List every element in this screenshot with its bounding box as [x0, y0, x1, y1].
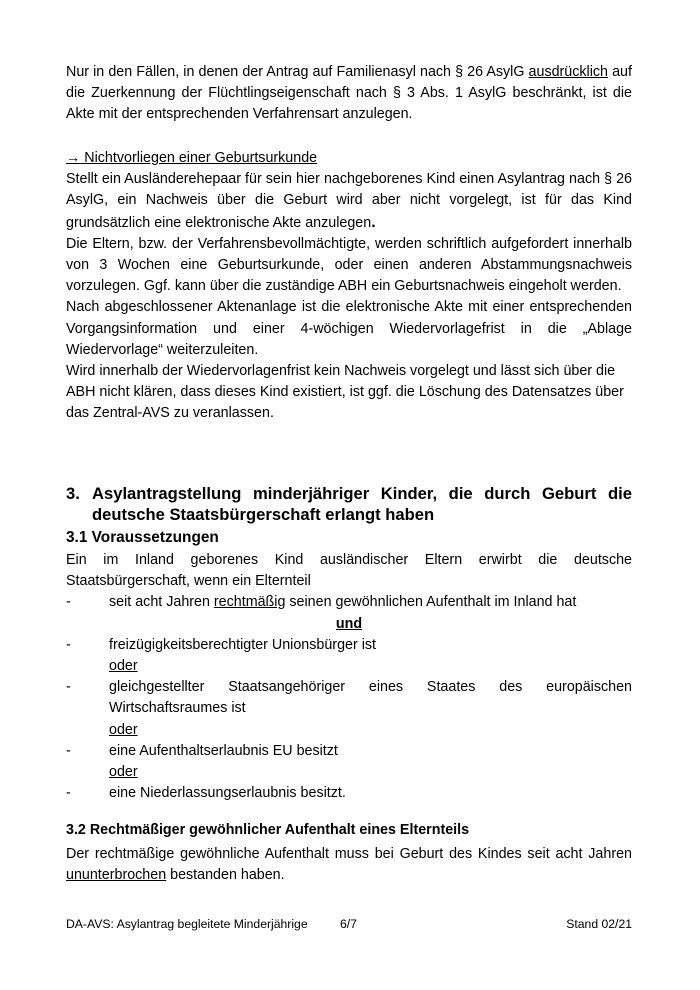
underlined-term: ununterbrochen: [66, 867, 167, 884]
list-item: [66, 741, 632, 762]
text-segment: Nur in den Fällen, in denen der Antrag auf Familienasyl nach § 26 AsylG: [66, 64, 529, 80]
subsection-3-1-content: [66, 550, 632, 804]
footer-document-title: DA-AVS: Asylantrag begleitete Minderjährige: [66, 917, 308, 931]
subsection-heading-text: Nichtvorliegen einer Geburtsurkunde: [80, 150, 318, 166]
text-line: Nach abgeschlossener Aktenanlage ist die elektronische Akte mit einer entsprechenden: [66, 299, 632, 316]
footer-date: Stand 02/21: [566, 917, 632, 931]
subsection-3-2-content: [66, 844, 632, 886]
text-line: gleichgestellter Staatsangehöriger eines Staates des europäischen: [109, 679, 632, 696]
text-line: Staatsbürgerschaft, wenn ein Elternteil: [66, 573, 311, 590]
list-dash: -: [66, 785, 71, 802]
footer-page-number: 6/7: [340, 917, 357, 931]
list-item: [66, 635, 632, 656]
text-segment: freizügigkeitsberechtigter Unionsbürger ist: [109, 636, 377, 653]
text-segment: bestanden haben.: [166, 867, 285, 884]
text-line: Wiedervorlage“ weiterzuleiten.: [66, 341, 259, 358]
list-dash: -: [66, 636, 71, 653]
text-line: vorzulegen. Ggf. kann über die zuständige ABH ein Geburtsnachweis eingeholt werden.: [66, 278, 622, 295]
text-line: [66, 62, 632, 83]
list-item: [66, 677, 632, 719]
text-line: das Zentral-AVS zu veranlassen.: [66, 405, 274, 422]
arrow-right-icon: →: [66, 150, 81, 166]
text-line: von 3 Wochen eine Geburtsurkunde, oder einen anderen Abstammungsnachweis: [66, 257, 632, 274]
text-line: Ein im Inland geborenes Kind ausländischer Eltern erwirbt die deutsche: [66, 552, 632, 568]
conjunction-oder: oder: [109, 658, 138, 675]
text-line: [66, 865, 632, 886]
text-segment: grundsätzlich eine elektronische Akte anzulegen: [66, 214, 372, 231]
text-line: Der rechtmäßige gewöhnliche Aufenthalt muss bei Geburt des Kindes seit acht Jahren: [66, 846, 632, 862]
text-line: Akte mit der entsprechenden Verfahrensart anzulegen.: [66, 106, 413, 123]
conjunction-oder: oder: [109, 764, 138, 781]
list-item: [66, 592, 632, 613]
text-line: die Zuerkennung der Flüchtlingseigenschaft nach § 3 Abs. 1 AsylG beschränkt, ist die: [66, 85, 632, 102]
section-missing-birth-certificate: [66, 148, 632, 425]
text-line: AsylG, ein Nachweis über die Geburt wird aber nicht vorgelegt, ist für das Kind: [66, 192, 632, 209]
paragraph-familienasyl: [66, 62, 632, 126]
conjunction-oder: oder: [109, 721, 138, 738]
text-segment: eine Niederlassungserlaubnis besitzt.: [109, 785, 346, 802]
section-title-line: Asylantragstellung minderjähriger Kinder, die durch Geburt die: [92, 484, 632, 503]
text-line: ABH nicht klären, dass dieses Kind existiert, ist ggf. die Löschung des Datensatzes über: [66, 384, 624, 401]
subsection-3-2-heading: 3.2 Rechtmäßiger gewöhnlicher Aufenthalt eines Elternteils: [66, 822, 470, 838]
list-dash: -: [66, 742, 71, 759]
text-line: Stellt ein Ausländerehepaar für sein hier nachgeborenes Kind einen Asylantrag nach § 26: [66, 171, 632, 188]
text-segment: auf: [608, 64, 632, 80]
bold-period: .: [371, 213, 376, 231]
list-dash: -: [66, 594, 71, 611]
list-item: [66, 783, 632, 804]
text-line: Wird innerhalb der Wiedervorlagenfrist kein Nachweis vorgelegt und lässt sich über die: [66, 363, 616, 380]
underlined-term: ausdrücklich: [528, 64, 609, 80]
conjunction-und: und: [335, 615, 363, 632]
section-title-line: deutsche Staatsbürgerschaft erlangt haben: [92, 505, 435, 524]
text-segment: eine Aufenthaltserlaubnis EU besitzt: [109, 742, 338, 759]
subsection-heading: [66, 148, 632, 169]
section-3-heading: [66, 483, 632, 525]
text-line: Die Eltern, bzw. der Verfahrensbevollmächtigte, werden schriftlich aufgefordert innerhalb: [66, 235, 632, 252]
text-line: Vorgangsinformation und einer 4-wöchigen Wiedervorlagefrist in die „Ablage: [66, 320, 632, 337]
section-title: [66, 483, 632, 525]
text-line: Wirtschaftsraumes ist: [109, 700, 246, 717]
text-segment: seit acht Jahren: [109, 594, 214, 611]
subsection-3-1-heading: 3.1 Voraussetzungen: [66, 529, 219, 546]
text-segment: seinen gewöhnlichen Aufenthalt im Inland hat: [285, 594, 577, 611]
list-dash: -: [66, 679, 71, 696]
text-line: [66, 212, 632, 234]
page-footer: [66, 917, 632, 937]
section-number: 3.: [66, 484, 80, 503]
underlined-term: rechtmäßig: [213, 594, 286, 611]
